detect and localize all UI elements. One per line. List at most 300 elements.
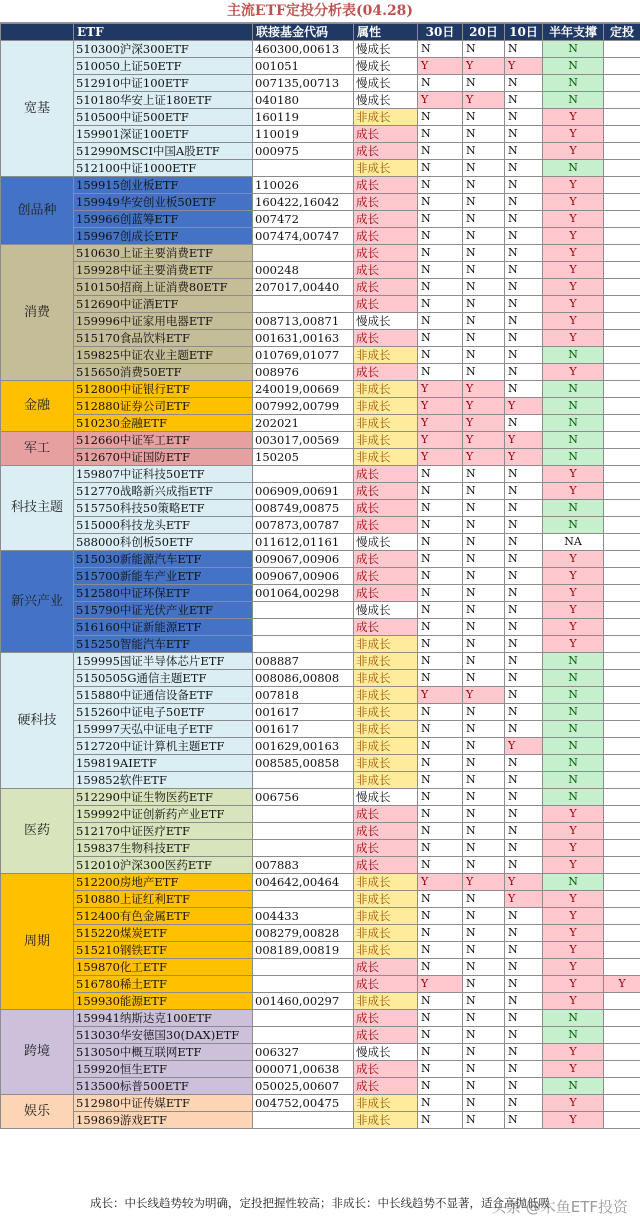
half-year-support-cell: N xyxy=(543,789,604,806)
signal-10d-cell: N xyxy=(505,1010,543,1027)
regular-invest-cell xyxy=(604,466,640,483)
fund-code-cell: 006327 xyxy=(253,1044,354,1061)
attribute-cell: 非成长 xyxy=(354,942,418,959)
attribute-cell: 成长 xyxy=(354,296,418,313)
fund-code-cell: 004642,00464 xyxy=(253,874,354,891)
table-row xyxy=(1,398,640,415)
regular-invest-cell xyxy=(604,398,640,415)
signal-20d-cell: N xyxy=(463,228,505,245)
fund-code-cell: 000071,00638 xyxy=(253,1061,354,1078)
attribute-cell: 成长 xyxy=(354,568,418,585)
fund-code-cell: 007873,00787 xyxy=(253,517,354,534)
signal-20d-cell: N xyxy=(463,177,505,194)
signal-30d-cell: N xyxy=(418,959,463,976)
regular-invest-cell xyxy=(604,449,640,466)
table-row xyxy=(1,330,640,347)
signal-20d-cell: N xyxy=(463,41,505,58)
signal-30d-cell: N xyxy=(418,925,463,942)
table-row xyxy=(1,126,640,143)
signal-20d-cell: Y xyxy=(463,874,505,891)
signal-20d-cell: N xyxy=(463,619,505,636)
table-row xyxy=(1,177,640,194)
table-row xyxy=(1,160,640,177)
signal-10d-cell: N xyxy=(505,1095,543,1112)
half-year-support-cell: N xyxy=(543,670,604,687)
page-title: 主流ETF定投分析表(04.28) xyxy=(0,0,640,23)
signal-30d-cell: N xyxy=(418,772,463,789)
signal-20d-cell: N xyxy=(463,534,505,551)
attribute-cell: 成长 xyxy=(354,177,418,194)
signal-20d-cell: N xyxy=(463,602,505,619)
attribute-cell: 慢成长 xyxy=(354,75,418,92)
table-row xyxy=(1,976,640,993)
regular-invest-cell xyxy=(604,194,640,211)
attribute-cell: 非成长 xyxy=(354,738,418,755)
etf-name-cell: 513050中概互联网ETF xyxy=(74,1044,253,1061)
attribute-cell: 慢成长 xyxy=(354,313,418,330)
regular-invest-cell xyxy=(604,279,640,296)
table-row xyxy=(1,670,640,687)
etf-name-cell: 512170中证医疗ETF xyxy=(74,823,253,840)
fund-code-cell: 006909,00691 xyxy=(253,483,354,500)
fund-code-cell xyxy=(253,1112,354,1129)
regular-invest-cell xyxy=(604,381,640,398)
signal-30d-cell: N xyxy=(418,534,463,551)
table-row xyxy=(1,1027,640,1044)
table-row xyxy=(1,857,640,874)
signal-10d-cell: N xyxy=(505,925,543,942)
header-row xyxy=(1,24,640,41)
signal-20d-cell: N xyxy=(463,806,505,823)
signal-30d-cell: N xyxy=(418,619,463,636)
fund-code-cell xyxy=(253,245,354,262)
half-year-support-cell: Y xyxy=(543,1112,604,1129)
signal-30d-cell: Y xyxy=(418,874,463,891)
table-row xyxy=(1,993,640,1010)
signal-10d-cell: N xyxy=(505,483,543,500)
half-year-support-cell: N xyxy=(543,755,604,772)
fund-code-cell xyxy=(253,636,354,653)
table-row xyxy=(1,109,640,126)
signal-20d-cell: N xyxy=(463,313,505,330)
half-year-support-cell: N xyxy=(543,58,604,75)
half-year-support-cell: Y xyxy=(543,585,604,602)
fund-code-cell xyxy=(253,296,354,313)
attribute-cell: 成长 xyxy=(354,245,418,262)
regular-invest-cell xyxy=(604,415,640,432)
fund-code-cell: 007883 xyxy=(253,857,354,874)
half-year-support-cell: Y xyxy=(543,364,604,381)
signal-10d-cell: Y xyxy=(505,398,543,415)
table-row xyxy=(1,568,640,585)
signal-30d-cell: N xyxy=(418,585,463,602)
header-attr: 属性 xyxy=(354,24,418,41)
fund-code-cell: 008279,00828 xyxy=(253,925,354,942)
half-year-support-cell: N xyxy=(543,398,604,415)
signal-20d-cell: N xyxy=(463,211,505,228)
fund-code-cell xyxy=(253,840,354,857)
signal-20d-cell: N xyxy=(463,160,505,177)
attribute-cell: 非成长 xyxy=(354,653,418,670)
table-row xyxy=(1,789,640,806)
signal-10d-cell: N xyxy=(505,330,543,347)
regular-invest-cell xyxy=(604,670,640,687)
etf-name-cell: 516780稀土ETF xyxy=(74,976,253,993)
signal-20d-cell: Y xyxy=(463,432,505,449)
header-30d: 30日 xyxy=(418,24,463,41)
attribute-cell: 非成长 xyxy=(354,772,418,789)
signal-20d-cell: N xyxy=(463,925,505,942)
header-half-year-support: 半年支撑 xyxy=(543,24,604,41)
signal-30d-cell: N xyxy=(418,262,463,279)
fund-code-cell xyxy=(253,619,354,636)
attribute-cell: 成长 xyxy=(354,262,418,279)
regular-invest-cell xyxy=(604,908,640,925)
fund-code-cell xyxy=(253,466,354,483)
signal-30d-cell: N xyxy=(418,466,463,483)
signal-30d-cell: N xyxy=(418,126,463,143)
table-row xyxy=(1,364,640,381)
fund-code-cell: 008585,00858 xyxy=(253,755,354,772)
half-year-support-cell: Y xyxy=(543,211,604,228)
fund-code-cell xyxy=(253,602,354,619)
regular-invest-cell xyxy=(604,262,640,279)
attribute-cell: 非成长 xyxy=(354,1112,418,1129)
signal-20d-cell: N xyxy=(463,772,505,789)
etf-name-cell: 512580中证环保ETF xyxy=(74,585,253,602)
half-year-support-cell: Y xyxy=(543,330,604,347)
attribute-cell: 慢成长 xyxy=(354,789,418,806)
half-year-support-cell: N xyxy=(543,41,604,58)
signal-10d-cell: N xyxy=(505,109,543,126)
category-cell: 新兴产业 xyxy=(1,551,74,653)
signal-30d-cell: N xyxy=(418,602,463,619)
signal-30d-cell: N xyxy=(418,228,463,245)
signal-20d-cell: Y xyxy=(463,398,505,415)
table-row xyxy=(1,1078,640,1095)
fund-code-cell: 001631,00163 xyxy=(253,330,354,347)
regular-invest-cell xyxy=(604,1010,640,1027)
regular-invest-cell xyxy=(604,942,640,959)
etf-name-cell: 515170食品饮料ETF xyxy=(74,330,253,347)
fund-code-cell: 040180 xyxy=(253,92,354,109)
regular-invest-cell xyxy=(604,245,640,262)
table-row xyxy=(1,840,640,857)
etf-name-cell: 159819AIETF xyxy=(74,755,253,772)
signal-10d-cell: N xyxy=(505,704,543,721)
fund-code-cell: 004433 xyxy=(253,908,354,925)
signal-20d-cell: N xyxy=(463,500,505,517)
signal-10d-cell: N xyxy=(505,602,543,619)
regular-invest-cell xyxy=(604,58,640,75)
signal-20d-cell: Y xyxy=(463,415,505,432)
signal-20d-cell: N xyxy=(463,823,505,840)
signal-10d-cell: N xyxy=(505,568,543,585)
signal-30d-cell: N xyxy=(418,653,463,670)
etf-name-cell: 510180华安上证180ETF xyxy=(74,92,253,109)
half-year-support-cell: Y xyxy=(543,262,604,279)
signal-20d-cell: N xyxy=(463,670,505,687)
half-year-support-cell: N xyxy=(543,653,604,670)
header-regular-invest: 定投 xyxy=(604,24,640,41)
table-row xyxy=(1,653,640,670)
etf-name-cell: 515220煤炭ETF xyxy=(74,925,253,942)
table-row xyxy=(1,755,640,772)
signal-10d-cell: N xyxy=(505,636,543,653)
regular-invest-cell xyxy=(604,806,640,823)
half-year-support-cell: N xyxy=(543,92,604,109)
signal-20d-cell: N xyxy=(463,721,505,738)
half-year-support-cell: Y xyxy=(543,1095,604,1112)
signal-20d-cell: N xyxy=(463,636,505,653)
signal-30d-cell: N xyxy=(418,1044,463,1061)
regular-invest-cell xyxy=(604,925,640,942)
half-year-support-cell: Y xyxy=(543,806,604,823)
signal-30d-cell: N xyxy=(418,245,463,262)
regular-invest-cell xyxy=(604,619,640,636)
attribute-cell: 慢成长 xyxy=(354,534,418,551)
table-row xyxy=(1,143,640,160)
regular-invest-cell xyxy=(604,41,640,58)
regular-invest-cell xyxy=(604,92,640,109)
fund-code-cell: 006756 xyxy=(253,789,354,806)
half-year-support-cell: Y xyxy=(543,993,604,1010)
regular-invest-cell xyxy=(604,568,640,585)
regular-invest-cell xyxy=(604,347,640,364)
half-year-support-cell: N xyxy=(543,381,604,398)
table-row xyxy=(1,211,640,228)
fund-code-cell xyxy=(253,823,354,840)
half-year-support-cell: Y xyxy=(543,313,604,330)
half-year-support-cell: Y xyxy=(543,636,604,653)
fund-code-cell: 000975 xyxy=(253,143,354,160)
etf-name-cell: 513500标普500ETF xyxy=(74,1078,253,1095)
fund-code-cell: 007135,00713 xyxy=(253,75,354,92)
attribute-cell: 非成长 xyxy=(354,381,418,398)
etf-name-cell: 512800中证银行ETF xyxy=(74,381,253,398)
fund-code-cell: 004752,00475 xyxy=(253,1095,354,1112)
regular-invest-cell xyxy=(604,636,640,653)
regular-invest-cell xyxy=(604,432,640,449)
signal-20d-cell: N xyxy=(463,126,505,143)
table-row xyxy=(1,313,640,330)
regular-invest-cell xyxy=(604,959,640,976)
signal-30d-cell: N xyxy=(418,823,463,840)
half-year-support-cell: N xyxy=(543,449,604,466)
signal-20d-cell: N xyxy=(463,891,505,908)
regular-invest-cell xyxy=(604,143,640,160)
regular-invest-cell xyxy=(604,874,640,891)
fund-code-cell: 240019,00669 xyxy=(253,381,354,398)
attribute-cell: 非成长 xyxy=(354,449,418,466)
signal-10d-cell: N xyxy=(505,1044,543,1061)
etf-name-cell: 515880中证通信设备ETF xyxy=(74,687,253,704)
fund-code-cell: 110019 xyxy=(253,126,354,143)
half-year-support-cell: Y xyxy=(543,857,604,874)
table-row xyxy=(1,75,640,92)
table-row xyxy=(1,347,640,364)
etf-name-cell: 512670中证国防ETF xyxy=(74,449,253,466)
signal-10d-cell: N xyxy=(505,194,543,211)
fund-code-cell: 003017,00569 xyxy=(253,432,354,449)
half-year-support-cell: Y xyxy=(543,143,604,160)
etf-name-cell: 515260中证电子50ETF xyxy=(74,704,253,721)
table-row xyxy=(1,908,640,925)
etf-name-cell: 515790中证光伏产业ETF xyxy=(74,602,253,619)
signal-30d-cell: N xyxy=(418,279,463,296)
half-year-support-cell: N xyxy=(543,772,604,789)
regular-invest-cell xyxy=(604,687,640,704)
signal-20d-cell: Y xyxy=(463,449,505,466)
regular-invest-cell: Y xyxy=(604,976,640,993)
attribute-cell: 非成长 xyxy=(354,1095,418,1112)
half-year-support-cell: Y xyxy=(543,109,604,126)
attribute-cell: 非成长 xyxy=(354,925,418,942)
regular-invest-cell xyxy=(604,1078,640,1095)
regular-invest-cell xyxy=(604,1027,640,1044)
signal-10d-cell: N xyxy=(505,806,543,823)
category-cell: 金融 xyxy=(1,381,74,432)
table-row xyxy=(1,772,640,789)
signal-20d-cell: N xyxy=(463,330,505,347)
half-year-support-cell: Y xyxy=(543,296,604,313)
signal-10d-cell: N xyxy=(505,228,543,245)
table-row xyxy=(1,1095,640,1112)
table-row xyxy=(1,619,640,636)
attribute-cell: 非成长 xyxy=(354,993,418,1010)
signal-30d-cell: N xyxy=(418,296,463,313)
etf-name-cell: 513030华安德国30(DAX)ETF xyxy=(74,1027,253,1044)
signal-10d-cell: N xyxy=(505,772,543,789)
table-row xyxy=(1,466,640,483)
etf-name-cell: 512200房地产ETF xyxy=(74,874,253,891)
signal-10d-cell: N xyxy=(505,262,543,279)
signal-20d-cell: N xyxy=(463,959,505,976)
signal-20d-cell: N xyxy=(463,738,505,755)
signal-30d-cell: N xyxy=(418,636,463,653)
regular-invest-cell xyxy=(604,296,640,313)
attribute-cell: 成长 xyxy=(354,551,418,568)
regular-invest-cell xyxy=(604,602,640,619)
signal-10d-cell: N xyxy=(505,160,543,177)
fund-code-cell xyxy=(253,959,354,976)
signal-10d-cell: N xyxy=(505,840,543,857)
table-row xyxy=(1,262,640,279)
etf-name-cell: 159901深证100ETF xyxy=(74,126,253,143)
etf-name-cell: 512010沪深300医药ETF xyxy=(74,857,253,874)
table-body xyxy=(1,41,640,1129)
signal-30d-cell: N xyxy=(418,41,463,58)
signal-20d-cell: Y xyxy=(463,58,505,75)
attribute-cell: 非成长 xyxy=(354,687,418,704)
table-row xyxy=(1,551,640,568)
category-cell: 周期 xyxy=(1,874,74,1010)
table-row xyxy=(1,534,640,551)
half-year-support-cell: N xyxy=(543,1027,604,1044)
signal-10d-cell: N xyxy=(505,1061,543,1078)
attribute-cell: 成长 xyxy=(354,466,418,483)
half-year-support-cell: Y xyxy=(543,908,604,925)
regular-invest-cell xyxy=(604,704,640,721)
etf-name-cell: 512980中证传媒ETF xyxy=(74,1095,253,1112)
fund-code-cell: 007818 xyxy=(253,687,354,704)
attribute-cell: 成长 xyxy=(354,364,418,381)
attribute-cell: 成长 xyxy=(354,279,418,296)
regular-invest-cell xyxy=(604,551,640,568)
signal-20d-cell: N xyxy=(463,1112,505,1129)
signal-20d-cell: N xyxy=(463,1044,505,1061)
signal-10d-cell: N xyxy=(505,534,543,551)
signal-10d-cell: Y xyxy=(505,738,543,755)
regular-invest-cell xyxy=(604,823,640,840)
table-row xyxy=(1,636,640,653)
etf-name-cell: 515030新能源汽车ETF xyxy=(74,551,253,568)
regular-invest-cell xyxy=(604,160,640,177)
fund-code-cell: 007472 xyxy=(253,211,354,228)
signal-10d-cell: N xyxy=(505,789,543,806)
regular-invest-cell xyxy=(604,211,640,228)
signal-30d-cell: N xyxy=(418,670,463,687)
etf-name-cell: 159997天弘中证电子ETF xyxy=(74,721,253,738)
half-year-support-cell: Y xyxy=(543,466,604,483)
half-year-support-cell: N xyxy=(543,160,604,177)
half-year-support-cell: NA xyxy=(543,534,604,551)
table-row xyxy=(1,432,640,449)
attribute-cell: 慢成长 xyxy=(354,58,418,75)
etf-name-cell: 510300沪深300ETF xyxy=(74,41,253,58)
etf-name-cell: 510630上证主要消费ETF xyxy=(74,245,253,262)
attribute-cell: 成长 xyxy=(354,1027,418,1044)
table-row xyxy=(1,891,640,908)
regular-invest-cell xyxy=(604,1044,640,1061)
regular-invest-cell xyxy=(604,653,640,670)
fund-code-cell: 008189,00819 xyxy=(253,942,354,959)
signal-30d-cell: N xyxy=(418,75,463,92)
etf-name-cell: 510050上证50ETF xyxy=(74,58,253,75)
watermark: 头条 @木鱼ETF投资 xyxy=(490,1198,628,1216)
attribute-cell: 成长 xyxy=(354,619,418,636)
signal-10d-cell: N xyxy=(505,670,543,687)
signal-30d-cell: N xyxy=(418,517,463,534)
attribute-cell: 慢成长 xyxy=(354,602,418,619)
signal-20d-cell: N xyxy=(463,1010,505,1027)
signal-30d-cell: Y xyxy=(418,381,463,398)
signal-20d-cell: N xyxy=(463,840,505,857)
signal-20d-cell: N xyxy=(463,551,505,568)
etf-name-cell: 159941纳斯达克100ETF xyxy=(74,1010,253,1027)
signal-30d-cell: N xyxy=(418,177,463,194)
table-row xyxy=(1,194,640,211)
signal-20d-cell: N xyxy=(463,483,505,500)
table-row xyxy=(1,41,640,58)
category-cell: 医药 xyxy=(1,789,74,874)
regular-invest-cell xyxy=(604,891,640,908)
signal-20d-cell: Y xyxy=(463,687,505,704)
attribute-cell: 成长 xyxy=(354,959,418,976)
fund-code-cell: 007474,00747 xyxy=(253,228,354,245)
table-row xyxy=(1,1061,640,1078)
fund-code-cell: 011612,01161 xyxy=(253,534,354,551)
signal-30d-cell: Y xyxy=(418,976,463,993)
attribute-cell: 非成长 xyxy=(354,347,418,364)
fund-code-cell: 000248 xyxy=(253,262,354,279)
attribute-cell: 慢成长 xyxy=(354,92,418,109)
etf-name-cell: 512290中证生物医药ETF xyxy=(74,789,253,806)
etf-name-cell: 512910中证100ETF xyxy=(74,75,253,92)
fund-code-cell: 009067,00906 xyxy=(253,568,354,585)
etf-name-cell: 512990MSCI中国A股ETF xyxy=(74,143,253,160)
signal-30d-cell: N xyxy=(418,738,463,755)
